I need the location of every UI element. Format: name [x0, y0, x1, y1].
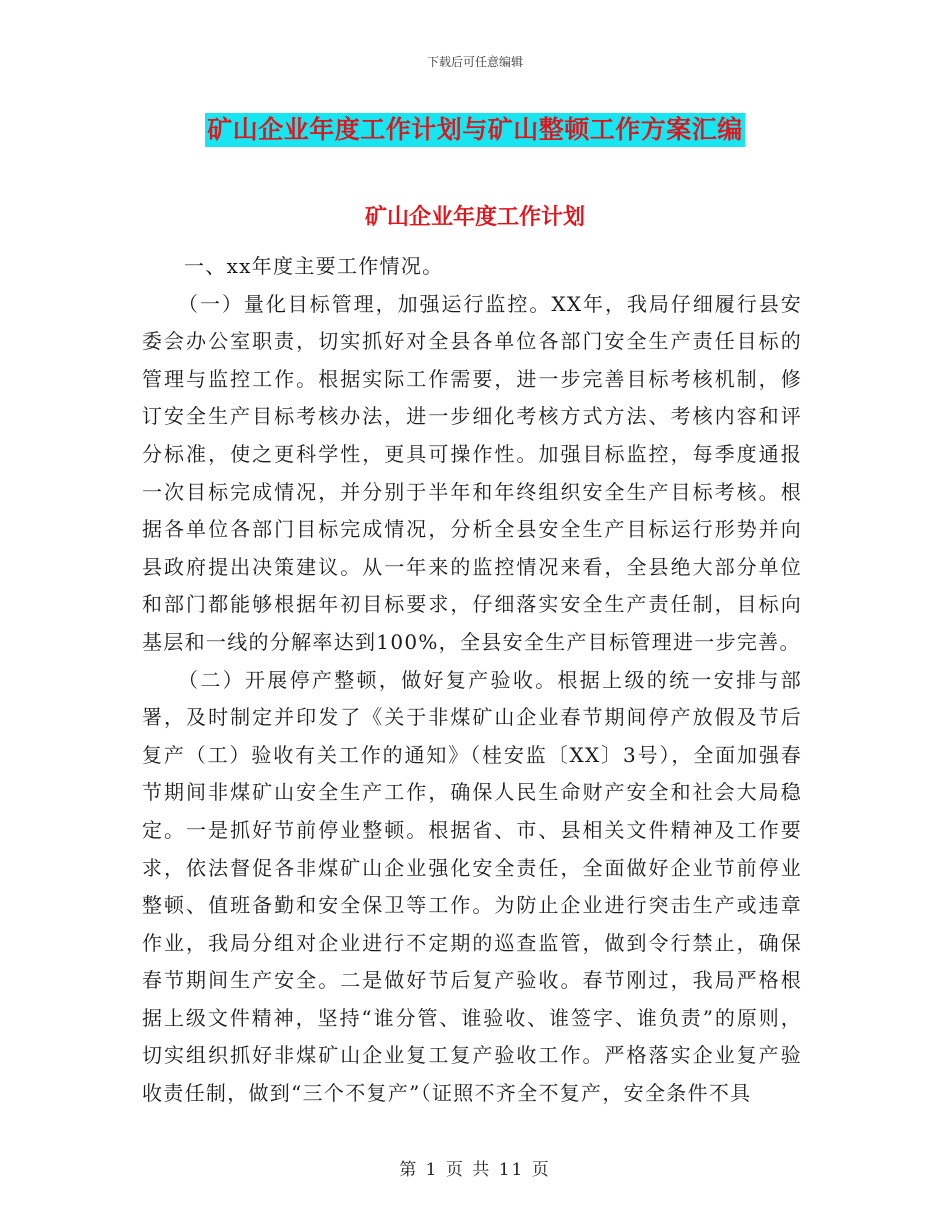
page-number: 第 1 页 共 11 页 [399, 1160, 551, 1180]
page-header-note: 下载后可任意编辑 [426, 55, 523, 69]
document-body [142, 248, 802, 1113]
body-paragraph: （二）开展停产整顿，做好复产验收。根据上级的统一安排与部署，及时制定并印发了《关于非煤矿山企业春节期间停产放假及节后复产（工）验收有关工作的通知》（桂安监〔XX〕3号），全面加强春节期间非煤矿山安全生产工作，确保人民生命财产安全和社会大局稳定。一是抓好节前停业整顿。根据省、市、县相关文件精神及工作要求，依法督促各非煤矿山企业强化安全责任，全面做好企业节前停业整顿、值班备勤和安全保卫等工作。为防止企业进行突击生产或违章作业，我局分组对企业进行不定期的巡查监管，做到令行禁止，确保春节期间生产安全。二是做好节后复产验收。春节刚过，我局严格根据上级文件精神，坚持“谁分管、谁验收、谁签字、谁负责”的原则，切实组织抓好非煤矿山企业复工复产验收工作。严格落实企业复产验收责任制，做到“三个不复产”（证照不齐全不复产，安全条件不具 [142, 667, 802, 1106]
document-main-title: 矿山企业年度工作计划与矿山整顿工作方案汇编 [205, 113, 745, 147]
document-main-title-block [0, 113, 950, 147]
document-sub-title: 矿山企业年度工作计划 [364, 204, 585, 230]
body-paragraph: （一）量化目标管理，加强运行监控。XX年，我局仔细履行县安委会办公室职责，切实抓好对全县各单位各部门安全生产责任目标的管理与监控工作。根据实际工作需要，进一步完善目标考核机制，修订安全生产目标考核办法，进一步细化考核方式方法、考核内容和评分标准，使之更科学性，更具可操作性。加强目标监控，每季度通报一次目标完成情况，并分别于半年和年终组织安全生产目标考核。根据各单位各部门目标完成情况，分析全县安全生产目标运行形势并向县政府提出决策建议。从一年来的监控情况来看，全县绝大部分单位和部门都能够根据年初目标要求，仔细落实安全生产责任制，目标向基层和一线的分解率达到100%，全县安全生产目标管理进一步完善。 [142, 291, 802, 654]
section-heading: 一、xx年度主要工作情况。 [184, 254, 444, 278]
